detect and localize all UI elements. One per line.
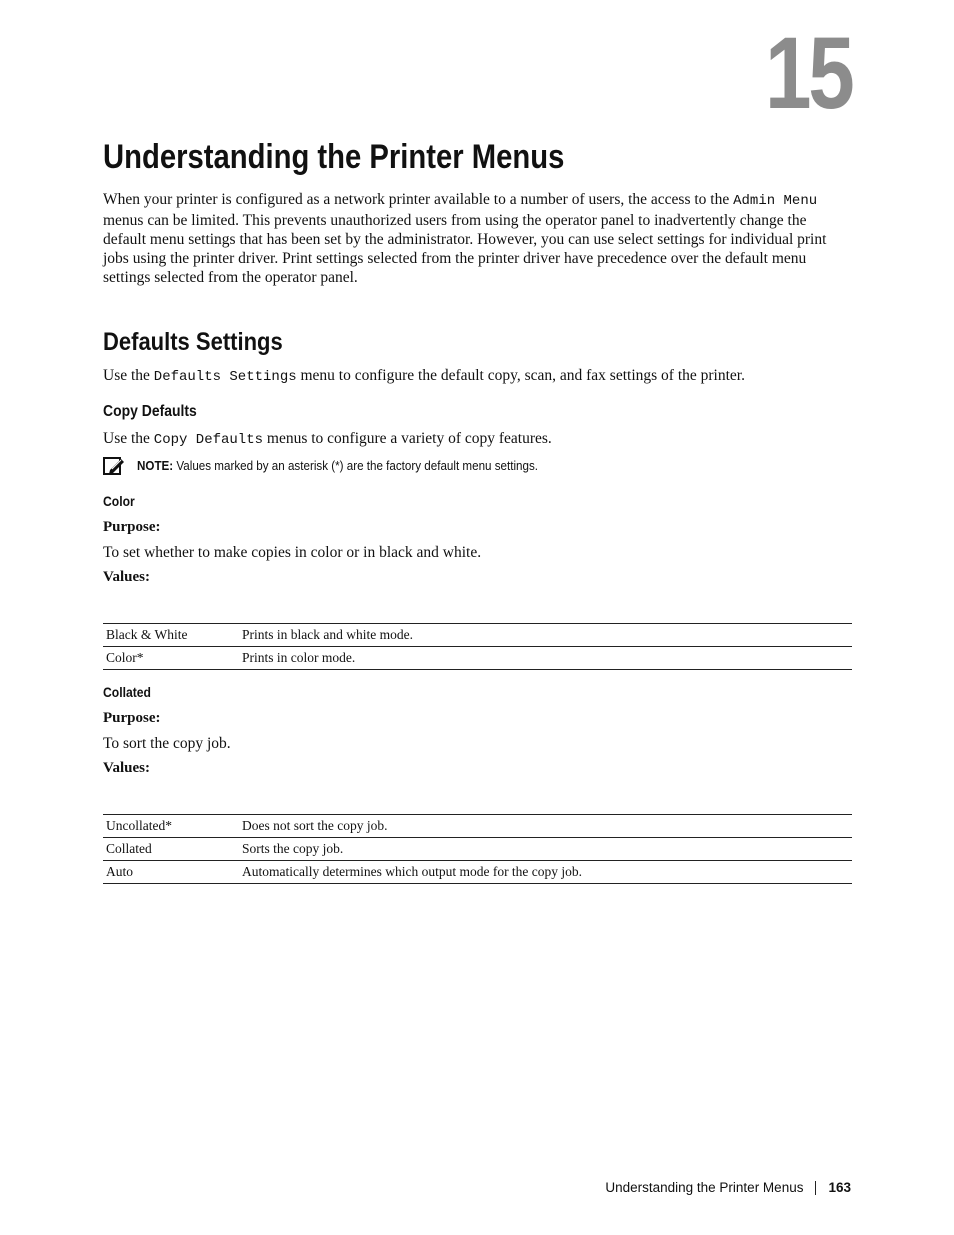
page-title: Understanding the Printer Menus (103, 138, 565, 176)
subsection-title: Copy Defaults (103, 403, 197, 420)
values-label: Values: (103, 760, 150, 776)
note-box (103, 456, 852, 476)
subsection-text-pre: Use the (103, 430, 154, 447)
intro-code-admin-menu: Admin Menu (733, 193, 818, 209)
table-row (103, 861, 852, 884)
page-footer (605, 1180, 851, 1195)
subsection-text-post: menus to configure a variety of copy features. (263, 430, 552, 447)
footer-title: Understanding the Printer Menus (605, 1180, 804, 1195)
table-cell-value: Color* (103, 647, 235, 670)
section-title: Defaults Settings (103, 328, 283, 356)
note-label: NOTE: (137, 459, 174, 473)
page-number: 163 (828, 1180, 851, 1195)
intro-paragraph (103, 190, 852, 287)
table-row (103, 838, 852, 861)
table-cell-value: Uncollated* (103, 815, 235, 838)
values-table-color (103, 623, 852, 670)
intro-text-1: When your printer is configured as a network printer available to a number of users, the access to the (103, 191, 734, 208)
table-row (103, 815, 852, 838)
item-title-collated: Collated (103, 685, 151, 700)
note-text (137, 459, 538, 473)
note-body: Values marked by an asterisk (*) are the factory default menu settings. (173, 459, 539, 473)
purpose-text: To sort the copy job. (103, 735, 231, 752)
table-cell-value: Black & White (103, 624, 235, 647)
note-pencil-icon (103, 456, 125, 476)
table-cell-value: Collated (103, 838, 235, 861)
section-code: Defaults Settings (153, 369, 297, 385)
item-title-color: Color (103, 494, 135, 509)
chapter-number: 15 (764, 16, 851, 130)
subsection-paragraph (103, 429, 552, 450)
footer-divider (815, 1181, 816, 1195)
section-text-post: menu to configure the default copy, scan, and fax settings of the printer. (296, 367, 745, 384)
subsection-code: Copy Defaults (153, 432, 264, 448)
intro-text-2: menus can be limited. This prevents unauthorized users from using the operator panel to inadvertently change the default menu settings that has been set by the administrator. However, you can use select settings for individual print jobs using the printer driver. Print settings selected from the printer driver have precedence over the default menu settings selected from the operator panel. (103, 212, 827, 286)
table-row (103, 647, 852, 670)
purpose-text: To set whether to make copies in color or in black and white. (103, 544, 482, 561)
table-cell-description: Prints in color mode. (235, 647, 852, 670)
table-cell-description: Prints in black and white mode. (235, 624, 852, 647)
purpose-label: Purpose: (103, 519, 161, 535)
values-table-collated (103, 814, 852, 884)
purpose-label: Purpose: (103, 710, 161, 726)
table-cell-description: Sorts the copy job. (235, 838, 852, 861)
table-cell-description: Does not sort the copy job. (235, 815, 852, 838)
section-text-pre: Use the (103, 367, 154, 384)
table-cell-value: Auto (103, 861, 235, 884)
values-label: Values: (103, 569, 150, 585)
table-cell-description: Automatically determines which output mode for the copy job. (235, 861, 852, 884)
table-row (103, 624, 852, 647)
section-paragraph (103, 366, 745, 387)
